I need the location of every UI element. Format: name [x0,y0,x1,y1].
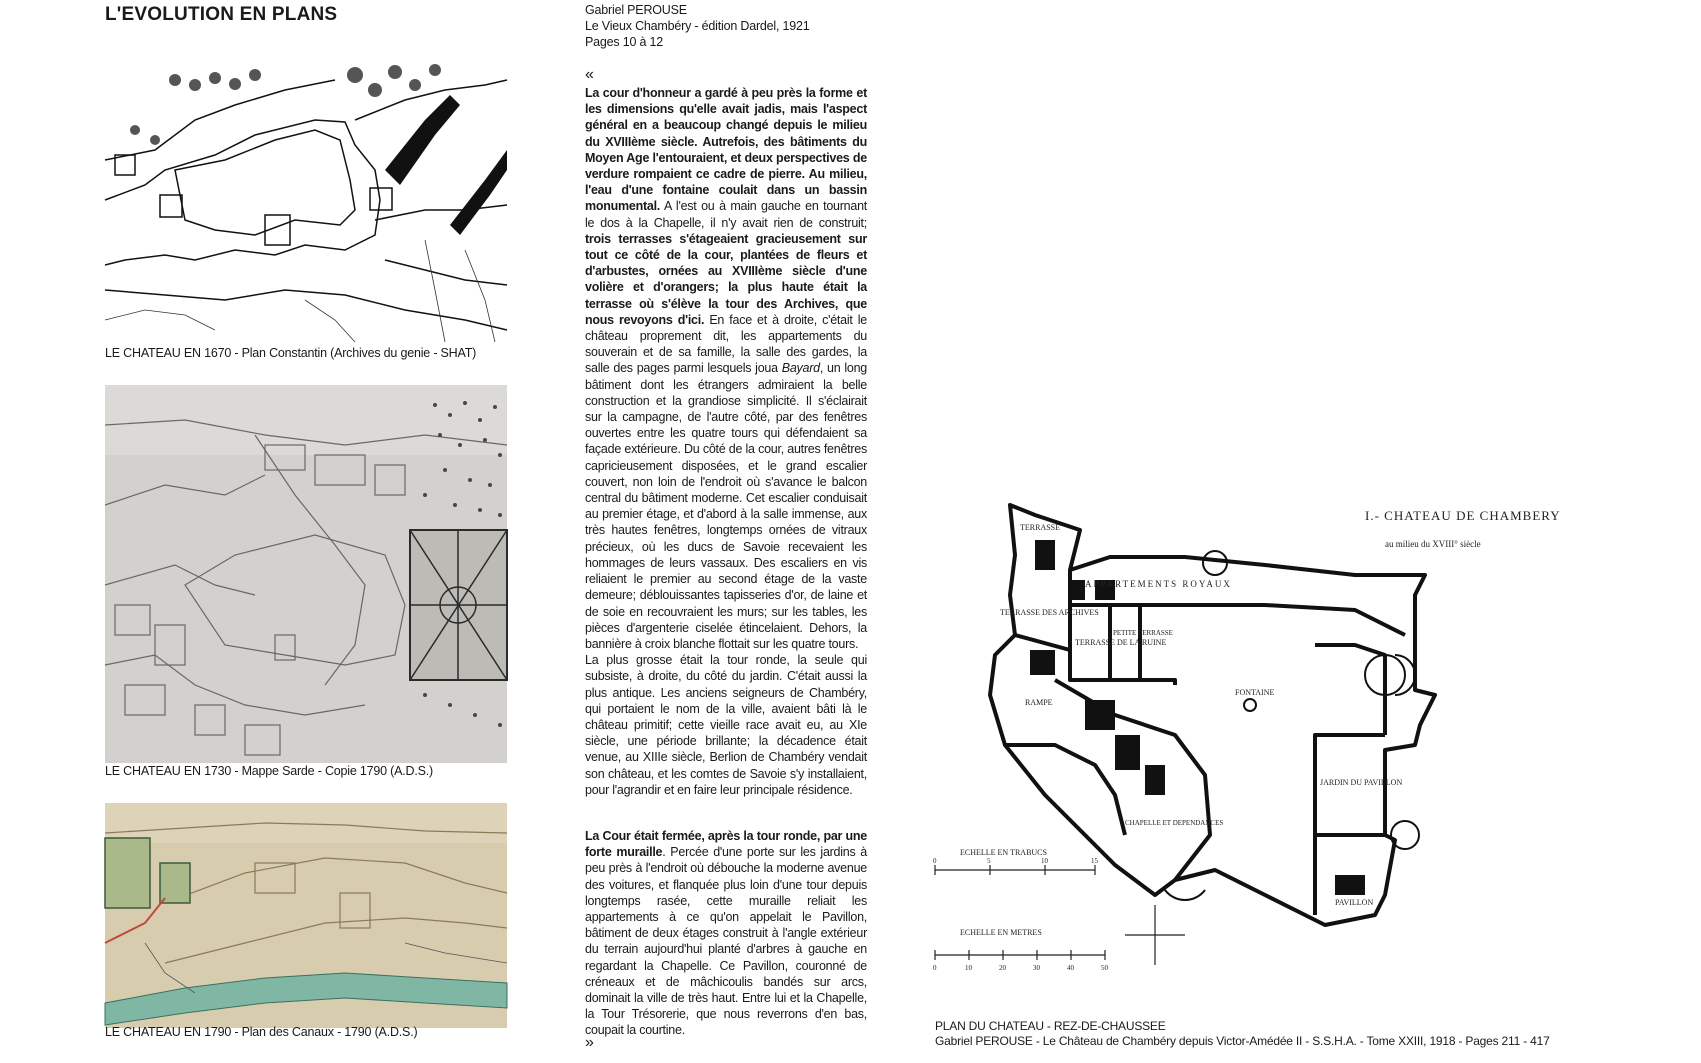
source-pages: Pages 10 à 12 [585,35,664,49]
label-pavillon: PAVILLON [1335,898,1374,907]
scale-metres-tick-4: 40 [1067,964,1074,972]
scale-metres-tick-2: 20 [999,964,1006,972]
page-title: L'EVOLUTION EN PLANS [105,4,338,25]
scale-trabucs-label: ECHELLE EN TRABUCS [960,848,1047,857]
chateau-plan-image [935,495,1575,1030]
source-author: Gabriel PEROUSE [585,3,687,17]
scale-metres-label: ECHELLE EN METRES [960,928,1042,937]
quote-close-mark: » [585,1034,594,1051]
quote-paragraph-1-run: A l'est ou à main gauche en tournant le dos à la Chapelle, il n'y avait rien de construit; [585,199,867,230]
plan-1730-image [105,385,507,763]
scale-trabucs-tick-2: 10 [1041,857,1048,865]
source-reference [585,2,810,50]
chateau-plan-caption-source: Gabriel PEROUSE - Le Château de Chambéry depuis Victor-Amédée II - S.S.H.A. - Tome XXIII, 1918 - Pages 211 - 417 [935,1034,1550,1048]
label-fontaine: FONTAINE [1235,688,1275,697]
label-terrasse-archives: TERRASSE DES ARCHIVES [1000,608,1099,617]
label-rampe: RAMPE [1025,698,1053,707]
source-book: Le Vieux Chambéry - édition Dardel, 1921 [585,19,810,33]
scale-metres-tick-3: 30 [1033,964,1040,972]
quote-open-mark: « [585,66,594,83]
quote-paragraph-1-run: Bayard [781,361,820,376]
label-terrasse: TERRASSE [1020,523,1061,532]
quote-paragraph-1 [585,85,867,652]
quote-paragraph-1-run: En face et à droite, c'était le château proprement dit, les appartements du souverain et de sa famille, la salle des gardes, la salle des pages parmi lesquels joua [585,312,867,376]
chateau-plan-caption-title: PLAN DU CHATEAU - REZ-DE-CHAUSSEE [935,1019,1166,1033]
scale-trabucs-tick-3: 15 [1091,857,1098,865]
quote-paragraph-1-run: trois terrasses s'étageaient gracieusement sur tout ce côté de la cour, plantées de fleurs et d'arbustes, ornées au XVIIIème siècle d'une volière et d'orangers; la plus haute était la terrasse où s'élève la tour des Archives, que nous revoyons d'ici. [585,231,867,327]
scale-trabucs-tick-1: 5 [987,857,991,865]
quote-paragraph-3-bold: La Cour était fermée, après la tour ronde, par une forte muraille [585,828,867,860]
scale-trabucs-tick-0: 0 [933,857,937,865]
chateau-plan-caption [935,1019,1550,1049]
chateau-plan-subtitle: au milieu du XVIII° siècle [1385,539,1481,549]
quote-paragraph-3 [585,828,867,1039]
scale-metres-tick-1: 10 [965,964,972,972]
label-jardin: JARDIN DU PAVILLON [1320,778,1403,787]
scale-metres-tick-0: 0 [933,964,937,972]
label-terrasse-ruine: TERRASSE DE LA RUINE [1075,638,1167,647]
plan-1670-image [105,60,507,342]
label-petite-terrasse: PETITE TERRASSE [1113,629,1173,637]
chateau-plan-title: I.- CHATEAU DE CHAMBERY [1365,508,1561,523]
scale-metres-tick-5: 50 [1101,964,1108,972]
plan-1790-caption: LE CHATEAU EN 1790 - Plan des Canaux - 1790 (A.D.S.) [105,1025,418,1039]
quote-paragraph-1-run: La cour d'honneur a gardé à peu près la forme et les dimensions qu'elle avait jadis, mais l'aspect général en a beaucoup changé depuis le milieu du XVIIIème siècle. Autrefois, des bâtiments du Moyen Age l'entouraient, et deux perspectives de verdure rompaient ce cadre de pierre. Au milieu, l'eau d'une fontaine coulait dans un bassin monumental. [585,86,867,214]
quote-paragraph-2: La plus grosse était la tour ronde, la seule qui subsiste, à droite, du côté du jardin. C'était aussi la plus antique. Les anciens seigneurs de Chambéry, qui portaient le nom de la ville, avaient bâti là le château primitif; cette vieille race avait eu, au XIe siècle, une période brillante; la décadence était venue, au XIIIe siècle, Berlion de Chambéry vendait son château, et les comtes de Savoie s'y installaient, pour l'agrandir et en faire leur principale résidence. [585,653,867,797]
label-appartements: APPARTEMENTS ROYAUX [1085,579,1232,589]
quoted-text [585,85,867,1039]
plan-1790-image [105,803,507,1028]
label-chapelle: CHAPELLE ET DEPENDANCES [1125,819,1224,827]
quote-paragraph-1-run: , un long bâtiment dont les étrangers admiraient la belle construction et la grandiose simplicité. Il s'éclairait sur la campagne, de l'autre côté, par des fenêtres ouvertes entre les quatre tours qui défendaient sa façade extérieure. Du côté de la cour, autres fenêtres capricieusement disposées, et le grand escalier couvert, non loin de l'endroit où s'avance le balcon central du bâtiment moderne. Cet escalier conduisait au premier étage, et d'abord à la salle immense, aux très hautes fenêtres, longtemps ornées de vitraux précieux, où les ducs de Savoie recevaient les hommages de leurs vassaux. Des escaliers en vis reliaient le premier au second étage de la vaste demeure; déblouissantes tapisseries d'or, de laine et de soie en recouvraient les murs; sur les tables, les pièces d'argenterie ciselée étincelaient. Dehors, la bannière à croix blanche flottait sur les quatre tours. [585,361,867,651]
plan-1730-caption: LE CHATEAU EN 1730 - Mappe Sarde - Copie 1790 (A.D.S.) [105,764,434,778]
quote-paragraph-3-rest: . Percée d'une porte sur les jardins à peu près à l'endroit où débouche la moderne avenue des voitures, et flanquée plus loin d'une tour depuis longtemps rasée, cette muraille reliait les appartements à ce qu'on appelait le Pavillon, bâtiment de deux étages construit à l'angle extérieur du terrain aujourd'hui planté d'arbres à gauche en regardant la Chapelle. Ce Pavillon, couronné de créneaux et de mâchicoulis bandés sur arcs, dominait la ville de très haut. Entre lui et la Chapelle, la Tour Trésorerie, que nous reverrons d'en bas, coupait la courtine. [585,845,867,1038]
plan-1670-caption: LE CHATEAU EN 1670 - Plan Constantin (Archives du genie - SHAT) [105,346,477,360]
